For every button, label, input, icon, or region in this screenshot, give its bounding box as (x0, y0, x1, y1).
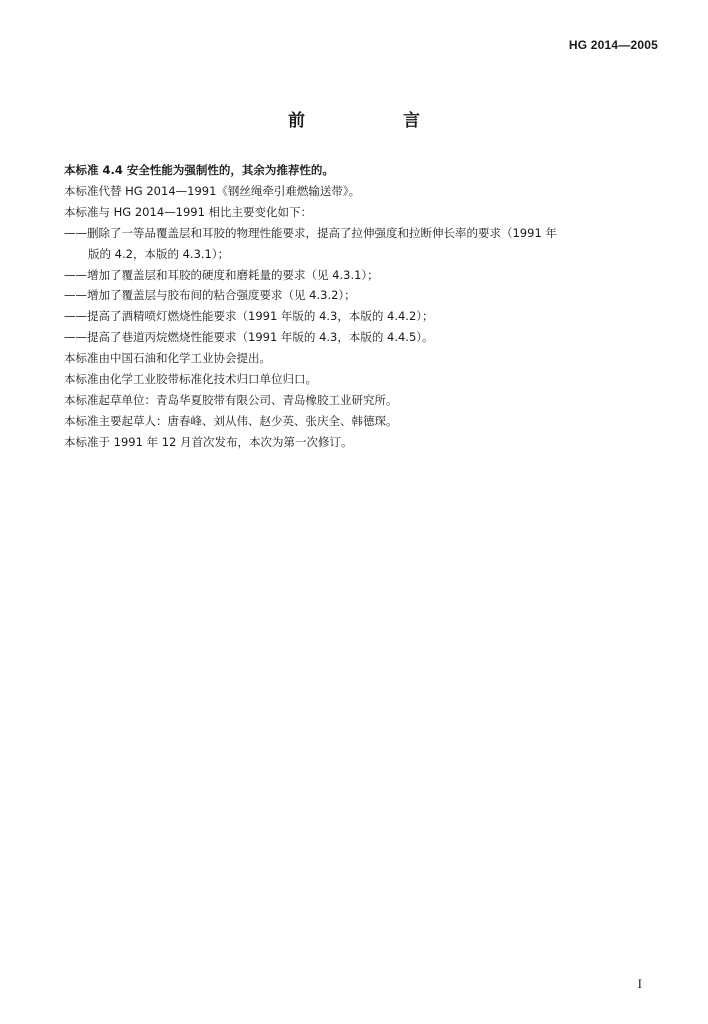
foreword-body (64, 160, 664, 453)
change-item-5: ——提高了巷道丙烷燃烧性能要求（1991 年版的 4.3，本版的 4.4.5）。 (64, 330, 434, 345)
paragraph-mandatory-scope: 本标准 4.4 安全性能为强制性的，其余为推荐性的。 (64, 163, 334, 177)
page-number: I (637, 976, 642, 991)
paragraph-administered-by: 本标准由化学工业胶带标准化技术归口单位归口。 (64, 372, 317, 387)
change-item-3: ——增加了覆盖层与胶布间的粘合强度要求（见 4.3.2）； (64, 288, 356, 303)
change-item-1: ——删除了一等品覆盖层和耳胶的物理性能要求，提高了拉伸强度和拉断伸长率的要求（1991 年 (64, 225, 557, 240)
paragraph-changes-intro: 本标准与 HG 2014—1991 相比主要变化如下： (64, 204, 313, 219)
paragraph-drafters: 本标准主要起草人：唐春峰、刘从伟、赵少英、张庆全、韩德琛。 (64, 413, 398, 428)
paragraph-history: 本标准于 1991 年 12 月首次发布，本次为第一次修订。 (64, 434, 353, 449)
page-title: 前 言 (288, 111, 466, 131)
change-item-1-continued: 版的 4.2，本版的 4.3.1）； (88, 246, 230, 261)
change-item-2: ——增加了覆盖层和耳胶的硬度和磨耗量的要求（见 4.3.1）； (64, 267, 379, 282)
paragraph-proposed-by: 本标准由中国石油和化学工业协会提出。 (64, 351, 271, 366)
paragraph-drafting-units: 本标准起草单位：青岛华夏胶带有限公司、青岛橡胶工业研究所。 (64, 392, 398, 407)
paragraph-replaces: 本标准代替 HG 2014—1991《钢丝绳牵引难燃输送带》。 (64, 183, 361, 198)
standard-code: HG 2014—2005 (568, 38, 658, 52)
change-item-4: ——提高了酒精喷灯燃烧性能要求（1991 年版的 4.3，本版的 4.4.2）； (64, 309, 434, 324)
